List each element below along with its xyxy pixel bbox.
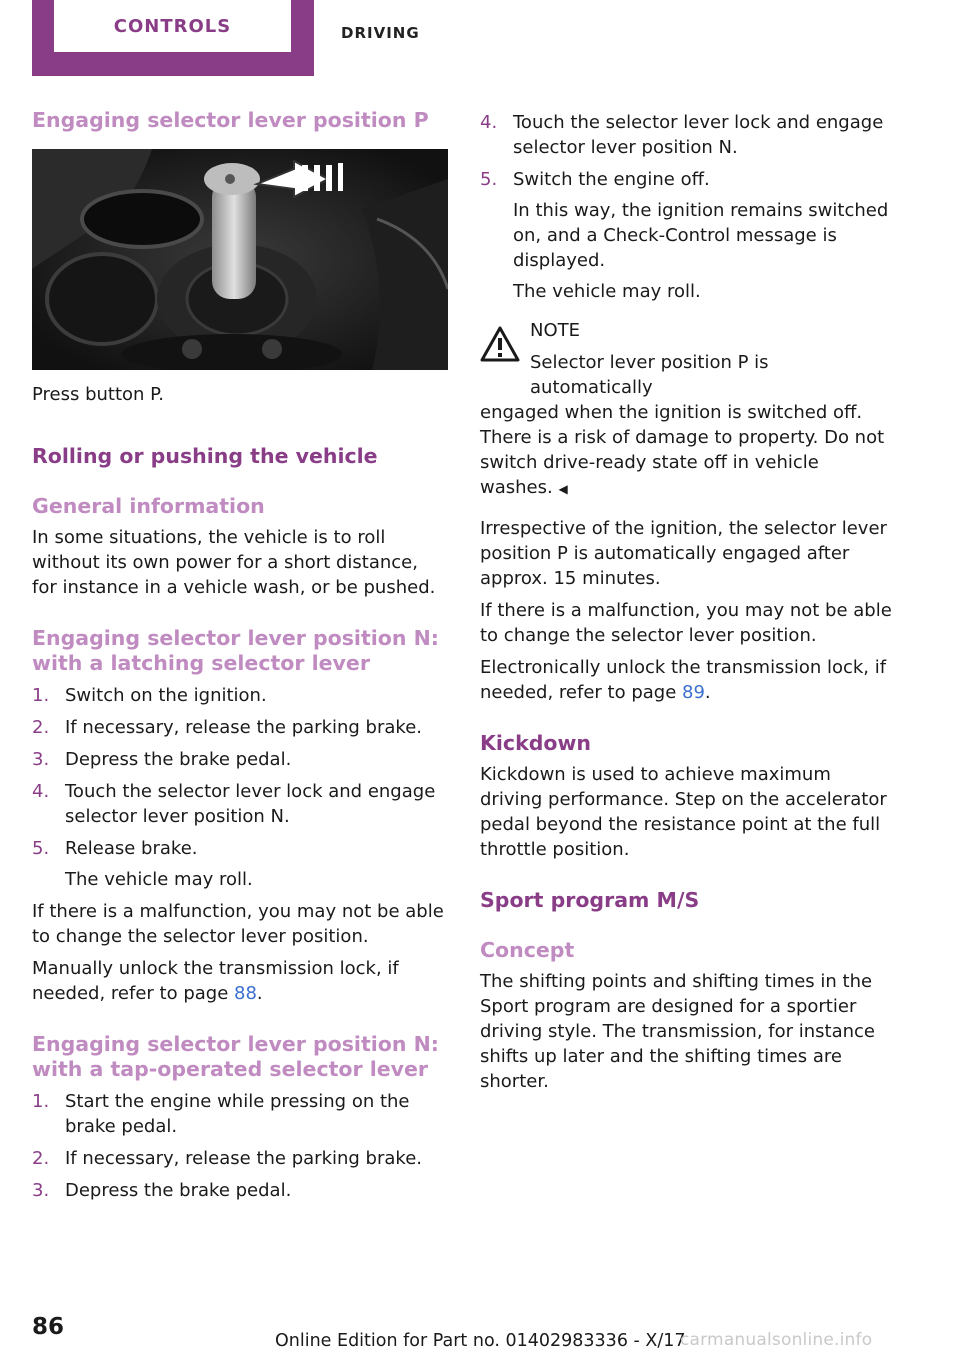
list-item: 1. Start the engine while pressing on the brake pedal.: [32, 1091, 410, 1137]
list-item: 2. If necessary, release the parking brake.: [32, 1148, 422, 1169]
manual-unlock-text: Manually unlock the transmission lock, if needed, refer to page 88.: [32, 958, 399, 1004]
list-item: 4. Touch the selector lever lock and engage selector lever position N.: [480, 112, 884, 158]
note-body: engaged when the ignition is switched off. There is a risk of damage to property. Do not switch drive-ready state off in vehicle washes. ◀: [480, 402, 885, 498]
tab-controls[interactable]: [32, 0, 314, 76]
heading-kickdown: Kickdown: [480, 731, 591, 755]
irrespective-text: Irrespective of the ignition, the selector lever position P is automatically engaged after approx. 15 minutes.: [480, 518, 887, 589]
heading-tap-operated: Engaging selector lever position N: with a tap-operated selector lever: [32, 1032, 439, 1081]
kickdown-text: Kickdown is used to achieve maximum driving performance. Step on the accelerator pedal beyond the resistance point at the full throttle position.: [480, 764, 887, 860]
note-title: NOTE: [530, 320, 581, 341]
page-link-88[interactable]: 88: [234, 983, 257, 1004]
note-first-line: Selector lever position P is automatically: [530, 352, 769, 398]
end-marker-icon: ◀: [558, 482, 568, 496]
note-box: [480, 318, 896, 502]
heading-rolling: Rolling or pushing the vehicle: [32, 444, 378, 468]
malfunction-text-right: If there is a malfunction, you may not be able to change the selector lever position.: [480, 600, 892, 646]
selector-lever-illustration: [32, 149, 448, 370]
list-item: 5. Switch the engine off. In this way, the ignition remains switched on, and a Check-Control message is displayed. The vehicle may roll.: [480, 169, 889, 302]
concept-text: The shifting points and shifting times in the Sport program are designed for a sportier driving style. The transmission, for instance shifts up later and the shifting times are shorter.: [480, 971, 875, 1092]
heading-concept: Concept: [480, 938, 575, 962]
edition-text: Online Edition for Part no. 01402983336 - X/17: [275, 1331, 686, 1351]
page-link-89[interactable]: 89: [682, 682, 705, 703]
list-item: 4. Touch the selector lever lock and engage selector lever position N.: [32, 781, 436, 827]
list-item: 3. Depress the brake pedal.: [32, 749, 292, 770]
tap-steps-continued-list: [480, 110, 896, 304]
latching-steps-list: [32, 683, 448, 892]
right-column: [480, 110, 896, 1094]
list-item: 5. Release brake. The vehicle may roll.: [32, 838, 253, 890]
heading-engage-p: Engaging selector lever position P: [32, 108, 429, 132]
list-item: 3. Depress the brake pedal.: [32, 1180, 292, 1201]
heading-latching: Engaging selector lever position N: with a latching selector lever: [32, 626, 439, 675]
page-number: 86: [32, 1314, 65, 1340]
heading-sport-program: Sport program M/S: [480, 888, 700, 912]
malfunction-text: If there is a malfunction, you may not be able to change the selector lever position.: [32, 901, 444, 947]
electronic-unlock-text: Electronically unlock the transmission lock, if needed, refer to page 89.: [480, 657, 887, 703]
warning-icon: [480, 326, 520, 362]
left-column: [32, 108, 448, 1210]
section-tabs: [32, 0, 420, 76]
tab-driving[interactable]: DRIVING: [341, 24, 420, 42]
tap-steps-list: [32, 1089, 448, 1203]
general-info-text: In some situations, the vehicle is to roll without its own power for a short distance, for instance in a vehicle wash, or be pushed.: [32, 527, 436, 598]
press-p-text: Press button P.: [32, 384, 164, 405]
selector-lever-photo: [32, 149, 448, 370]
tab-controls-label: CONTROLS: [54, 0, 291, 52]
heading-general-info: General information: [32, 494, 265, 518]
list-item: 2. If necessary, release the parking brake.: [32, 717, 422, 738]
site-watermark: carmanualsonline.info: [680, 1330, 873, 1350]
list-item: 1. Switch on the ignition.: [32, 685, 267, 706]
